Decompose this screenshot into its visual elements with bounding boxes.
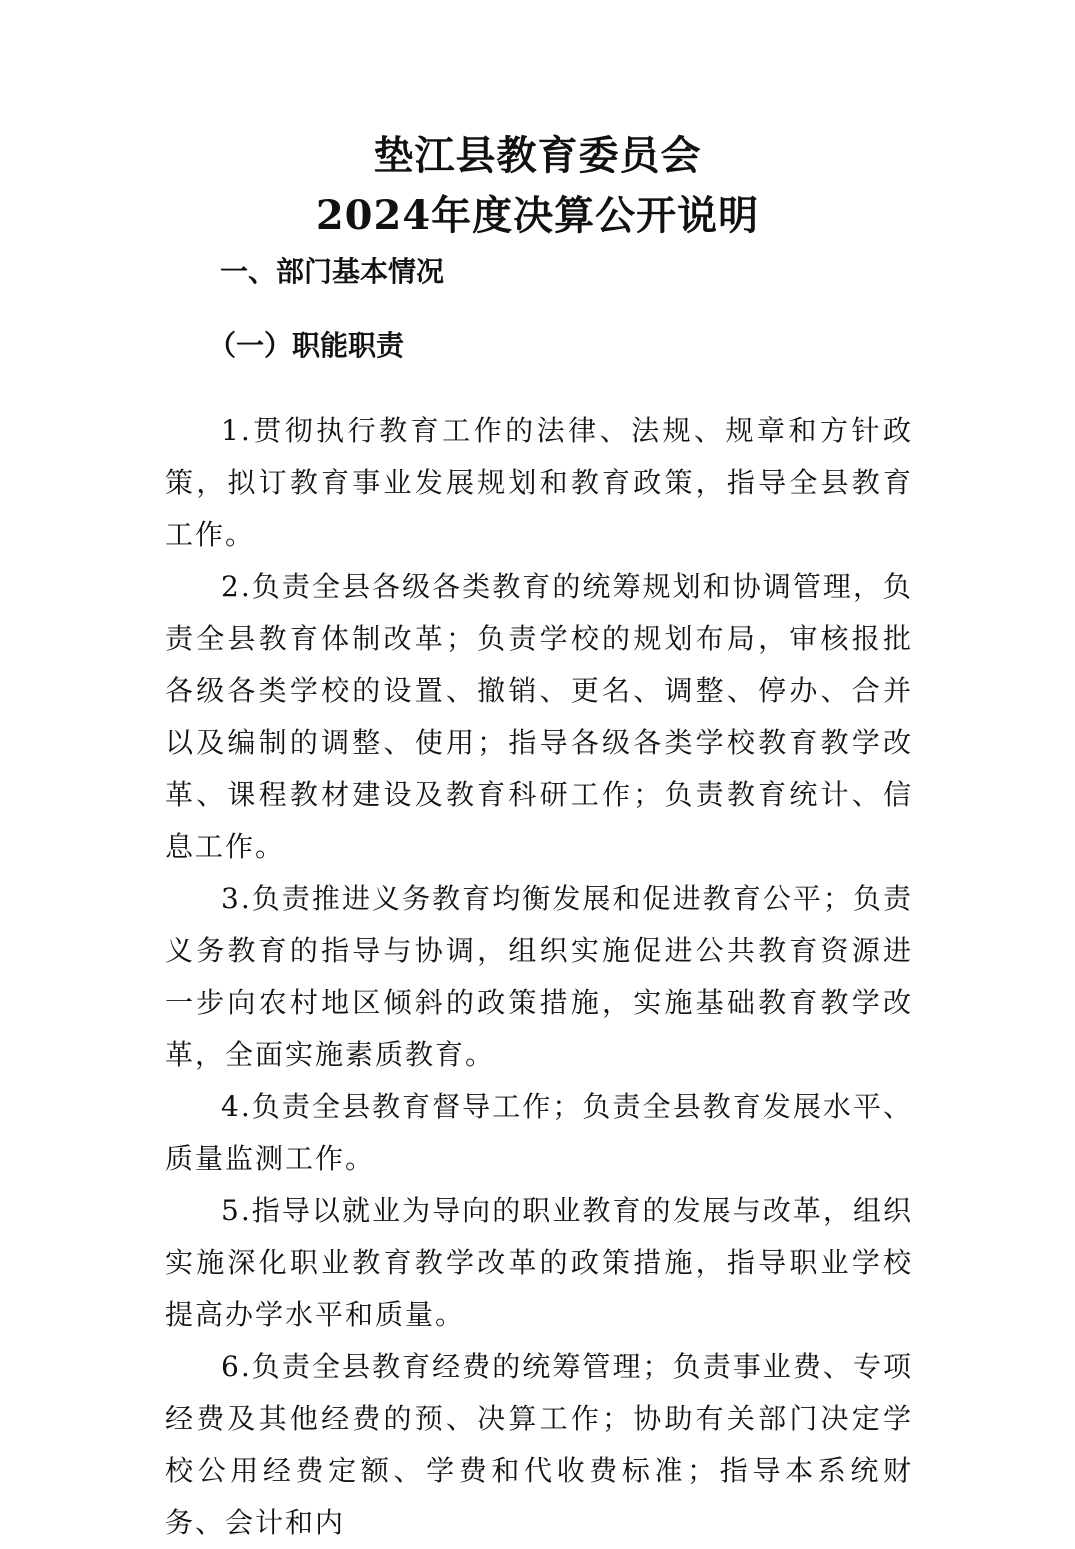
paragraph-5: 5.指导以就业为导向的职业教育的发展与改革，组织实施深化职业教育教学改革的政策措施，指导职业学校提高办学水平和质量。 <box>165 1194 913 1331</box>
section-heading-basic-info: 一、部门基本情况 <box>220 255 445 288</box>
document-title-line-2: 2024年度决算公开说明 <box>315 192 760 239</box>
paragraph-6: 6.负责全县教育经费的统筹管理；负责事业费、专项经费及其他经费的预、决算工作；协助有关部门决定学校公用经费定额、学费和代收费标准；指导本系统财务、会计和内 <box>165 1350 913 1539</box>
paragraph-4: 4.负责全县教育督导工作；负责全县教育发展水平、质量监测工作。 <box>165 1090 913 1175</box>
subsection-heading-functions: （一）职能职责 <box>208 329 405 362</box>
body-text <box>165 405 913 1549</box>
paragraph-1: 1.贯彻执行教育工作的法律、法规、规章和方针政策，拟订教育事业发展规划和教育政策，指导全县教育工作。 <box>165 414 913 551</box>
document-title-line-1: 垫江县教育委员会 <box>373 132 702 179</box>
paragraph-3: 3.负责推进义务教育均衡发展和促进教育公平；负责义务教育的指导与协调，组织实施促进公共教育资源进一步向农村地区倾斜的政策措施，实施基础教育教学改革，全面实施素质教育。 <box>165 882 913 1071</box>
paragraph-2: 2.负责全县各级各类教育的统筹规划和协调管理，负责全县教育体制改革；负责学校的规划布局，审核报批各级各类学校的设置、撤销、更名、调整、停办、合并以及编制的调整、使用；指导各级各类学校教育教学改革、课程教材建设及教育科研工作；负责教育统计、信息工作。 <box>165 570 913 863</box>
